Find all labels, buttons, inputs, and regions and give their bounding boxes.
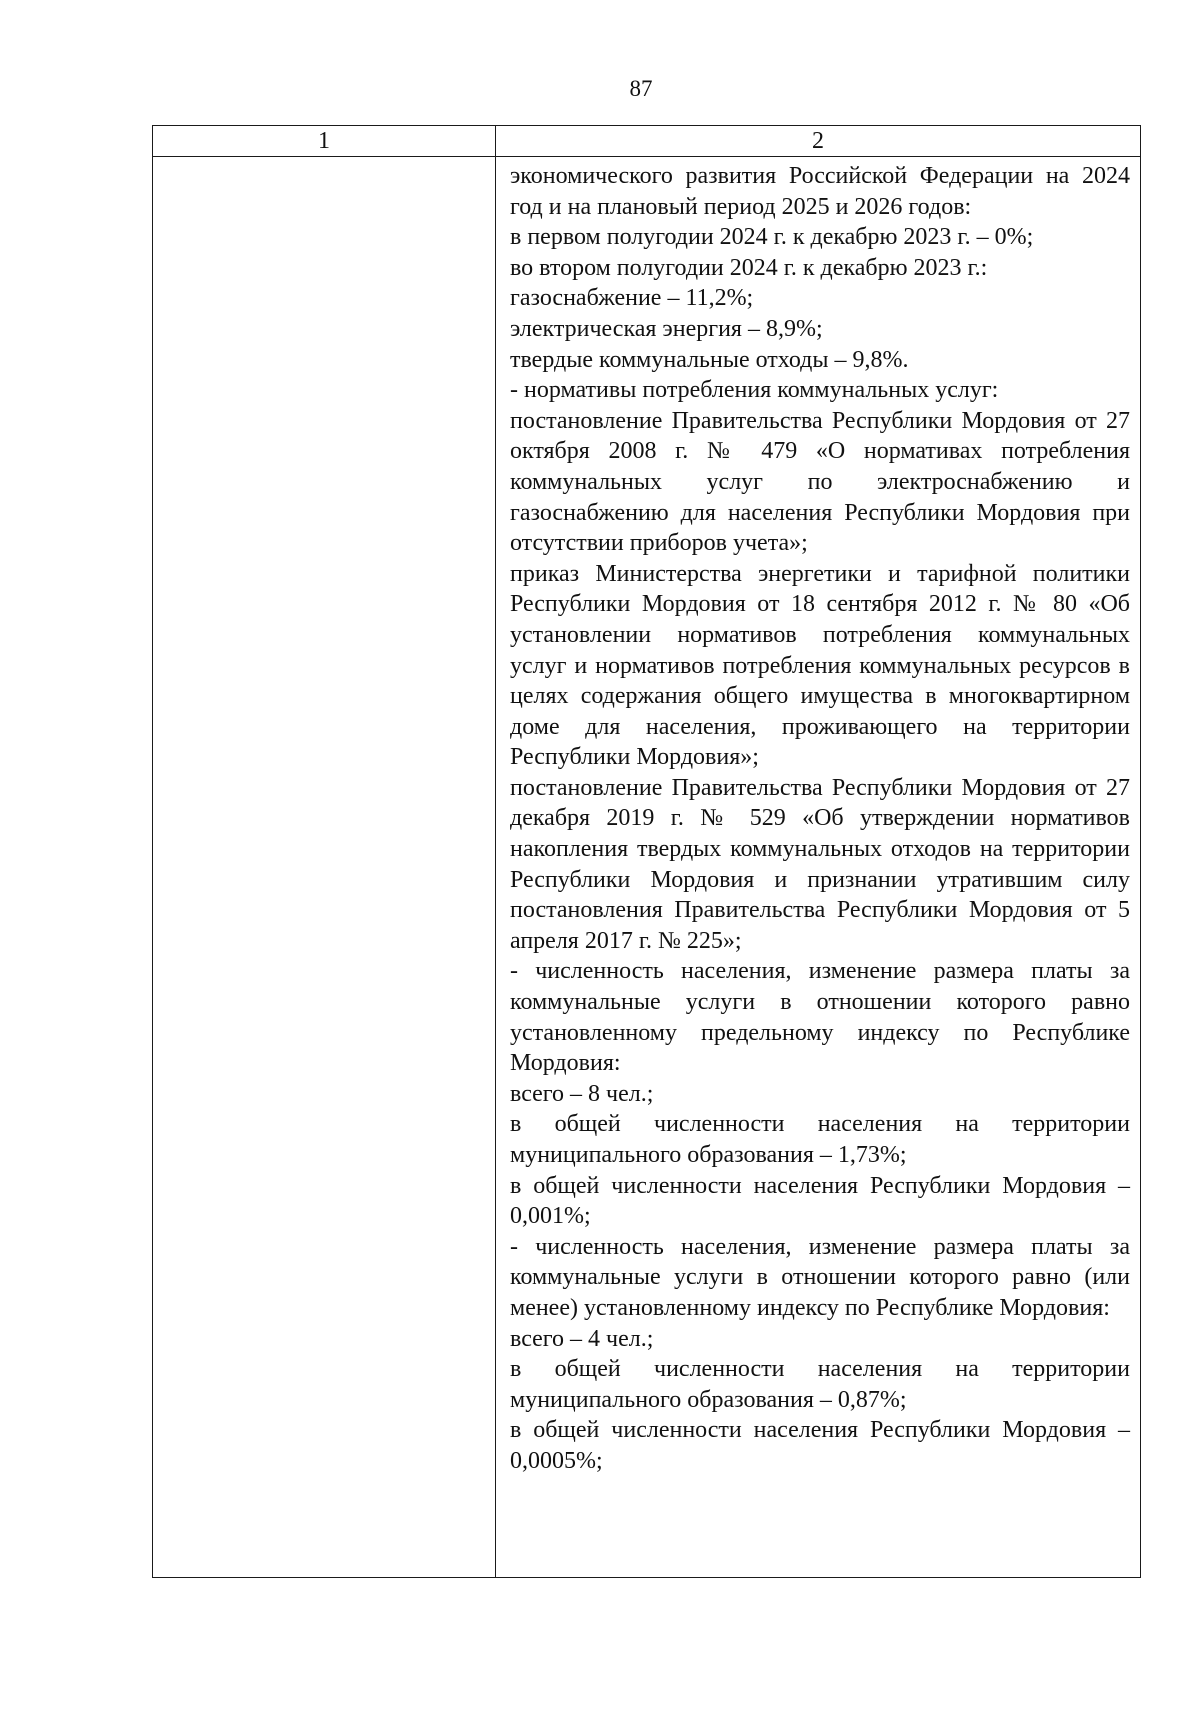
page-number: 87 bbox=[629, 76, 653, 101]
paragraph: постановление Правительства Республики Мордовия от 27 октября 2008 г. № 479 «О нормативах потребления коммунальных услуг по электроснабжению и газоснабжению для населения Республики Мордовия при отсутствии приборов учета»; bbox=[510, 407, 1130, 557]
paragraph: всего – 8 чел.; bbox=[510, 1080, 654, 1107]
paragraph: - численность населения, изменение размера платы за коммунальные услуги в отношении которого равно (или менее) установленному индексу по Республике Мордовия: bbox=[510, 1233, 1130, 1321]
column-2-content bbox=[496, 157, 1140, 1477]
paragraph: экономического развития Российской Федерации на 2024 год и на плановый период 2025 и 2026 годов: bbox=[510, 163, 1130, 220]
column-1-cell bbox=[153, 157, 496, 1578]
paragraph: в общей численности населения на территории муниципального образования – 1,73%; bbox=[510, 1111, 1130, 1168]
paragraph: в общей численности населения Республики Мордовия – 0,001%; bbox=[510, 1172, 1130, 1230]
paragraph: в первом полугодии 2024 г. к декабрю 2023 г. – 0%; bbox=[510, 224, 1034, 251]
paragraph: газоснабжение – 11,2%; bbox=[510, 285, 754, 312]
paragraph: приказ Министерства энергетики и тарифной политики Республики Мордовия от 18 сентября 2012 г. № 80 «Об установлении нормативов потребления коммунальных услуг и нормативов потребления коммунальных ресурсов в целях содержания общего имущества в многоквартирном доме для населения, проживающего на территории Республики Мордовия»; bbox=[510, 560, 1130, 771]
paragraph: электрическая энергия – 8,9%; bbox=[510, 315, 823, 342]
paragraph: твердые коммунальные отходы – 9,8%. bbox=[510, 346, 909, 373]
paragraph: - численность населения, изменение размера платы за коммунальные услуги в отношении которого равно установленному предельному индексу по Республике Мордовия: bbox=[510, 958, 1130, 1077]
paragraph: во втором полугодии 2024 г. к декабрю 2023 г.: bbox=[510, 254, 988, 281]
table-row bbox=[153, 157, 1141, 1578]
paragraph: в общей численности населения на территории муниципального образования – 0,87%; bbox=[510, 1356, 1130, 1413]
paragraph: всего – 4 чел.; bbox=[510, 1325, 654, 1352]
document-table bbox=[152, 125, 1141, 1578]
table-header-row bbox=[153, 126, 1141, 157]
column-header-1: 1 bbox=[153, 126, 496, 157]
paragraph: - нормативы потребления коммунальных услуг: bbox=[510, 377, 999, 404]
column-header-2: 2 bbox=[496, 126, 1141, 157]
paragraph: постановление Правительства Республики Мордовия от 27 декабря 2019 г. № 529 «Об утверждении нормативов накопления твердых коммунальных отходов на территории Республики Мордовия и признании утратившим силу постановления Правительства Республики Мордовия от 5 апреля 2017 г. № 225»; bbox=[510, 774, 1130, 954]
column-2-cell bbox=[496, 157, 1141, 1578]
paragraph: в общей численности населения Республики Мордовия – 0,0005%; bbox=[510, 1417, 1130, 1474]
